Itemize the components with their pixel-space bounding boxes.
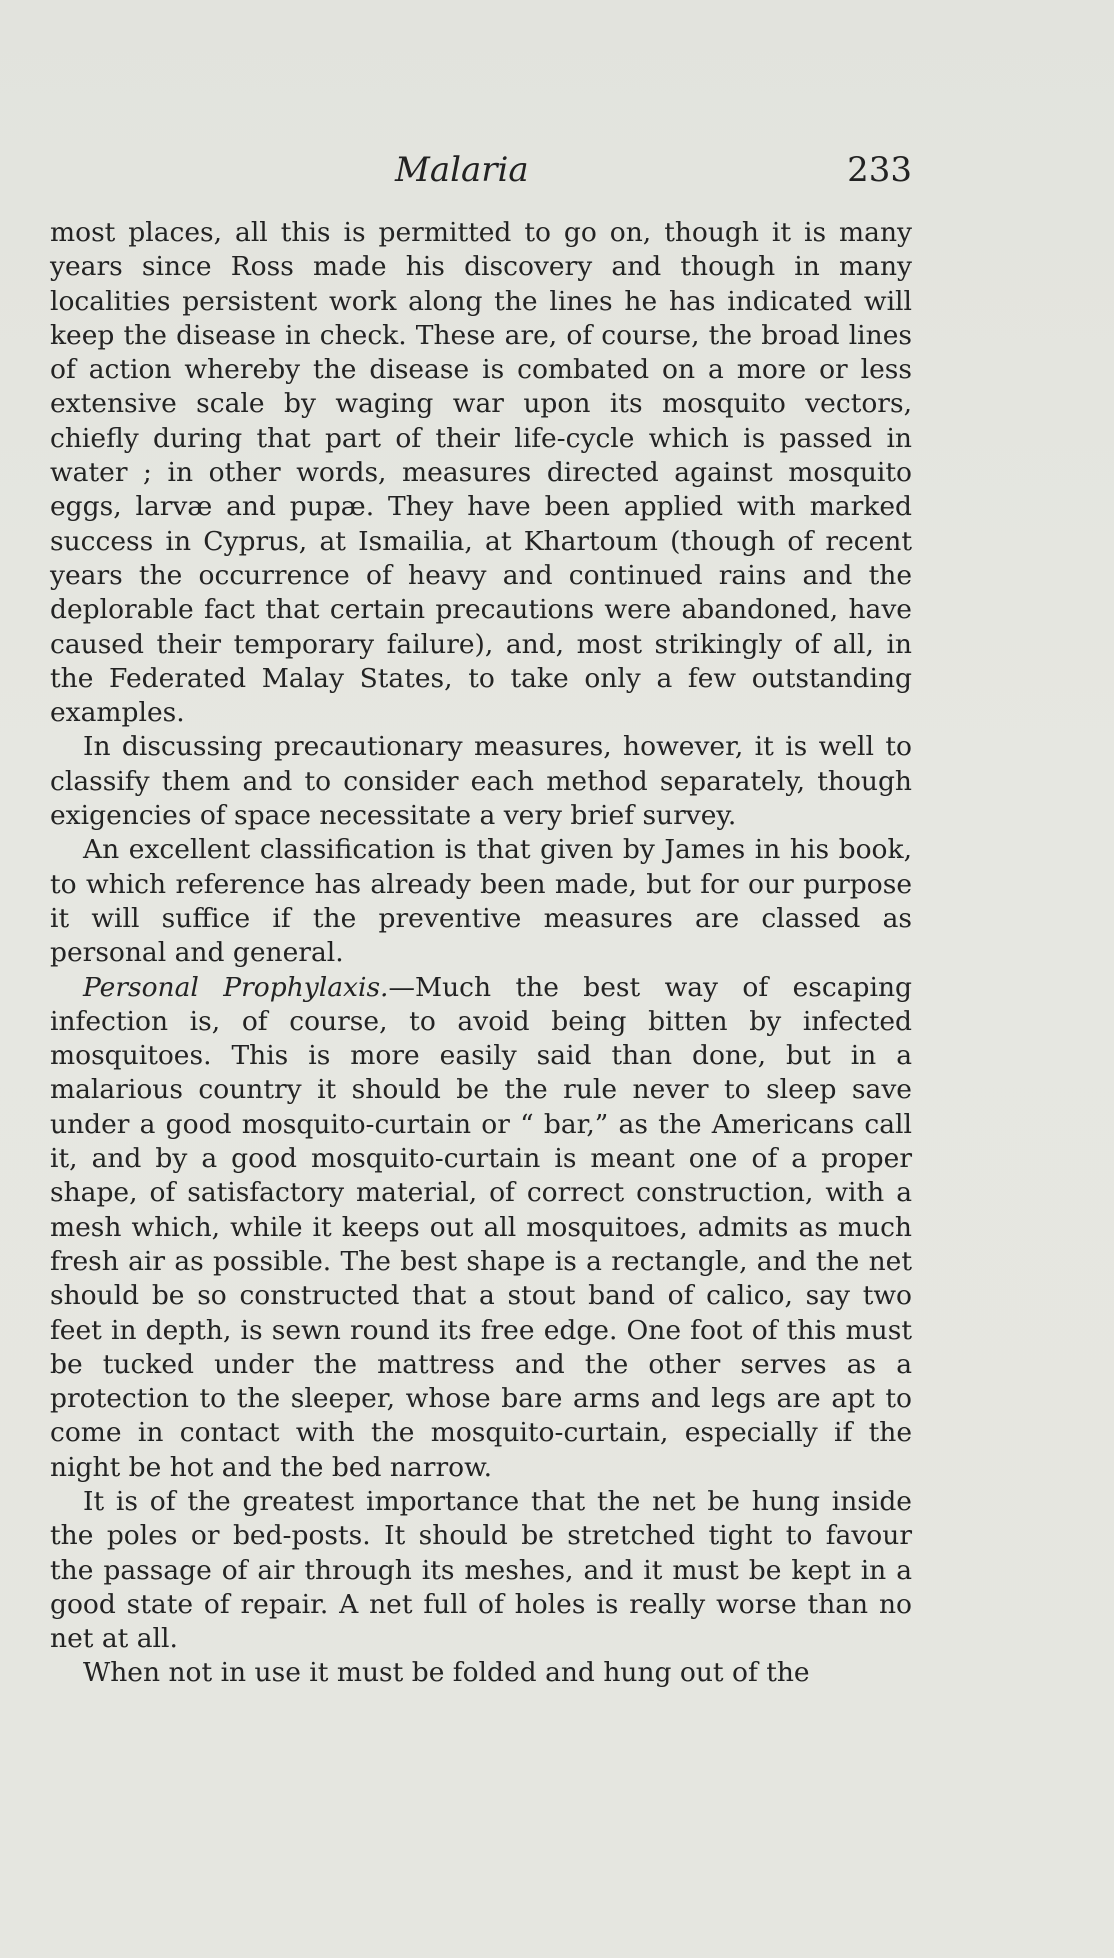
paragraph-1: most places, all this is permitted to go on, though it is many years since Ross made his discovery and though in many localities persistent work along the lines he has indicated will keep the disease in check. These are, of course, the broad lines of action whereby the disease is combated on a more or less extensive scale by waging war upon its mosquito vectors, chiefly during that part of their life-cycle which is passed in water ; in other words, measures directed against mosquito eggs, larvæ and pupæ. They have been applied with marked success in Cyprus, at Ismailia, at Khartoum (though of recent years the occurrence of heavy and continued rains and the deplorable fact that certain precautions were abandoned, have caused their temporary failure), and, most strikingly of all, in the Federated Malay States, to take only a few outstanding examples. [50,217,912,729]
page-number: 233 [847,150,912,190]
body-text [50,216,912,1691]
paragraph-4-text: —Much the best way of escaping infection is, of course, to avoid being bitten by infected mosquitoes. This is more easily said than done, but in a malarious country it should be the rule never to sleep save under a good mosquito-curtain or “ bar,” as the Americans call it, and by a good mosquito-curtain is meant one of a proper shape, of satisfactory material, of correct construction, with a mesh which, while it keeps out all mosquitoes, admits as much fresh air as possible. The best shape is a rectangle, and the net should be so constructed that a stout band of calico, say two feet in depth, is sewn round its free edge. One foot of this must be tucked under the mattress and the other serves as a protection to the sleeper, whose bare arms and legs are apt to come in contact with the mosquito-curtain, especially if the night be hot and the bed narrow. [50,971,912,1483]
running-title: Malaria [395,150,529,190]
page-header [52,150,912,200]
paragraph-3: An excellent classification is that given by James in his book, to which reference has already been made, but for our purpose it will suffice if the preventive measures are classed as personal and general. [50,834,912,969]
section-heading-personal-prophylaxis: Personal Prophylaxis. [83,971,389,1003]
paragraph-6: When not in use it must be folded and hung out of the [83,1657,810,1689]
paragraph-2: In discussing precautionary measures, however, it is well to classify them and to consider each method separately, though exigencies of space necessitate a very brief survey. [50,731,912,832]
paragraph-5: It is of the greatest importance that the net be hung inside the poles or bed-posts. It should be stretched tight to favour the passage of air through its meshes, and it must be kept in a good state of repair. A net full of holes is really worse than no net at all. [50,1485,912,1655]
paragraph-4 [50,971,912,1485]
